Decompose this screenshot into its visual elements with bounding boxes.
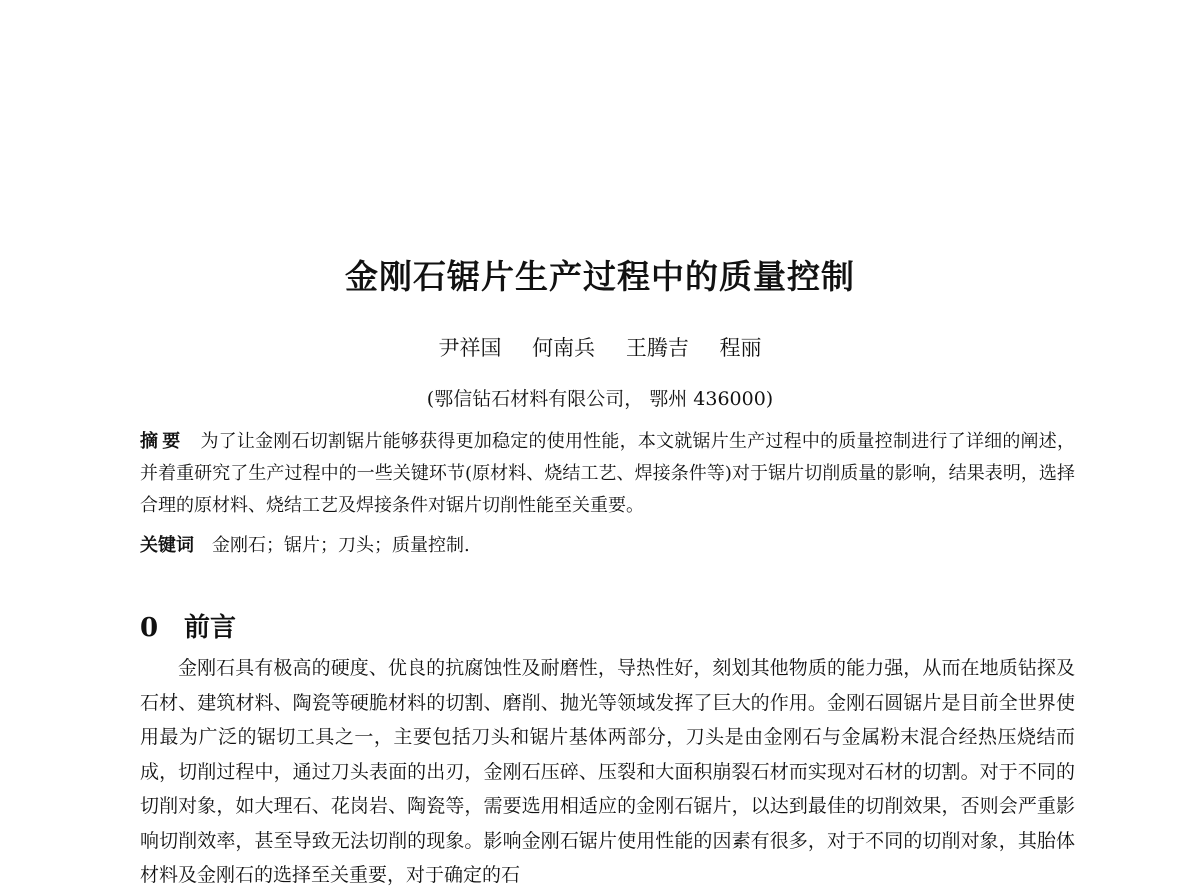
- author-list: [0, 331, 1200, 365]
- keywords-label: 关键词: [140, 535, 194, 556]
- affiliation: (鄂信钻石材料有限公司， 鄂州 436000): [426, 388, 774, 410]
- author-name: 王腾吉: [625, 336, 689, 360]
- abstract-text: 为了让金刚石切割锯片能够获得更加稳定的使用性能，本文就锯片生产过程中的质量控制进行了详细的阐述，并着重研究了生产过程中的一些关键环节(原材料、烧结工艺、焊接条件等)对于锯片切削质量的影响，结果表明，选择合理的原材料、烧结工艺及焊接条件对锯片切削性能至关重要。: [140, 431, 1075, 516]
- author-name: 尹祥国: [438, 336, 502, 360]
- keywords-text: 金刚石；锯片；刀头；质量控制.: [212, 535, 470, 556]
- section-number: 0: [140, 613, 159, 643]
- keywords: [140, 530, 1075, 562]
- abstract: [140, 426, 1075, 522]
- paper-title: 金刚石锯片生产过程中的质量控制: [345, 257, 855, 296]
- author-name: 何南兵: [532, 336, 596, 360]
- author-name: 程丽: [719, 336, 762, 360]
- abstract-label: 摘要: [140, 431, 185, 452]
- body-paragraph: 金刚石具有极高的硬度、优良的抗腐蚀性及耐磨性，导热性好，刻划其他物质的能力强，从而在地质钻探及石材、建筑材料、陶瓷等硬脆材料的切割、磨削、抛光等领域发挥了巨大的作用。金刚石圆锯片是目前全世界使用最为广泛的锯切工具之一，主要包括刀头和锯片基体两部分，刀头是由金刚石与金属粉末混合经热压烧结而成，切削过程中，通过刀头表面的出刃，金刚石压碎、压裂和大面积崩裂石材而实现对石材的切割。对于不同的切削对象，如大理石、花岗岩、陶瓷等，需要选用相适应的金刚石锯片，以达到最佳的切削效果，否则会严重影响切削效率，甚至导致无法切削的现象。影响金刚石锯片使用性能的因素有很多，对于不同的切削对象，其胎体材料及金刚石的选择至关重要，对于确定的石: [140, 657, 1075, 886]
- section-title: 前言: [184, 613, 237, 643]
- section-heading: [140, 608, 236, 648]
